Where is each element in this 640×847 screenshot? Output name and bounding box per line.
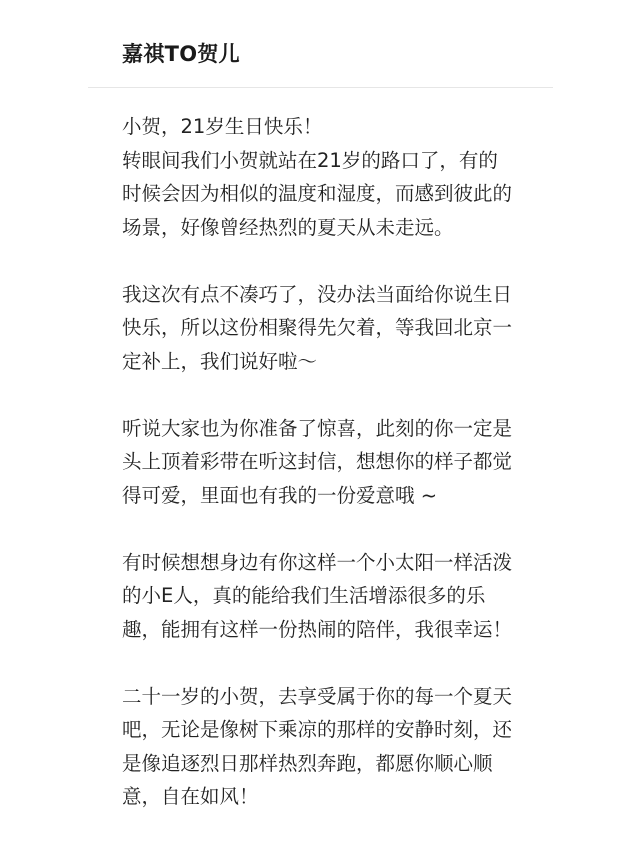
text-line: 转眼间我们小贺就站在21岁的路口了，有的 <box>122 148 498 172</box>
text-line: 场景，好像曾经热烈的夏天从未走远。 <box>122 215 454 239</box>
text-line: 听说大家也为你准备了惊喜，此刻的你一定是 <box>122 416 513 440</box>
paragraph-apology <box>122 278 522 379</box>
text-line: 得可爱，里面也有我的一份爱意哦 ~ <box>122 483 438 507</box>
text-line: 时候会因为相似的温度和湿度，而感到彼此的 <box>122 182 513 205</box>
text-line: 头上顶着彩带在听这封信，想想你的样子都觉 <box>122 450 513 473</box>
article-body <box>122 110 522 847</box>
text-line: 意，自在如风！ <box>122 785 259 808</box>
article-header <box>0 0 640 88</box>
paragraph-summer-wishes <box>122 680 522 814</box>
paragraph-birthday-greeting <box>122 110 522 244</box>
text-line: 吧，无论是像树下乘凉的那样的安静时刻，还 <box>122 718 513 741</box>
paragraph-surprise <box>122 412 522 513</box>
paragraph-little-sun <box>122 546 522 647</box>
header-divider <box>88 87 553 88</box>
text-line: 快乐，所以这份相聚得先欠着，等我回北京一 <box>122 316 513 339</box>
text-line: 定补上，我们说好啦～ <box>122 349 318 373</box>
text-line: 我这次有点不凑巧了，没办法当面给你说生日 <box>122 282 513 306</box>
text-line: 二十一岁的小贺，去享受属于你的每一个夏天 <box>122 684 513 708</box>
text-line: 趣，能拥有这样一份热闹的陪伴，我很幸运！ <box>122 617 513 641</box>
text-line: 有时候想想身边有你这样一个小太阳一样活泼 <box>122 550 513 574</box>
article-title: 嘉祺TO贺儿 <box>122 42 240 66</box>
text-line: 的小E人，真的能给我们生活增添很多的乐 <box>122 584 486 607</box>
text-line: 是像追逐烈日那样热烈奔跑，都愿你顺心顺 <box>122 751 493 775</box>
text-line: 小贺，21岁生日快乐！ <box>122 115 323 138</box>
